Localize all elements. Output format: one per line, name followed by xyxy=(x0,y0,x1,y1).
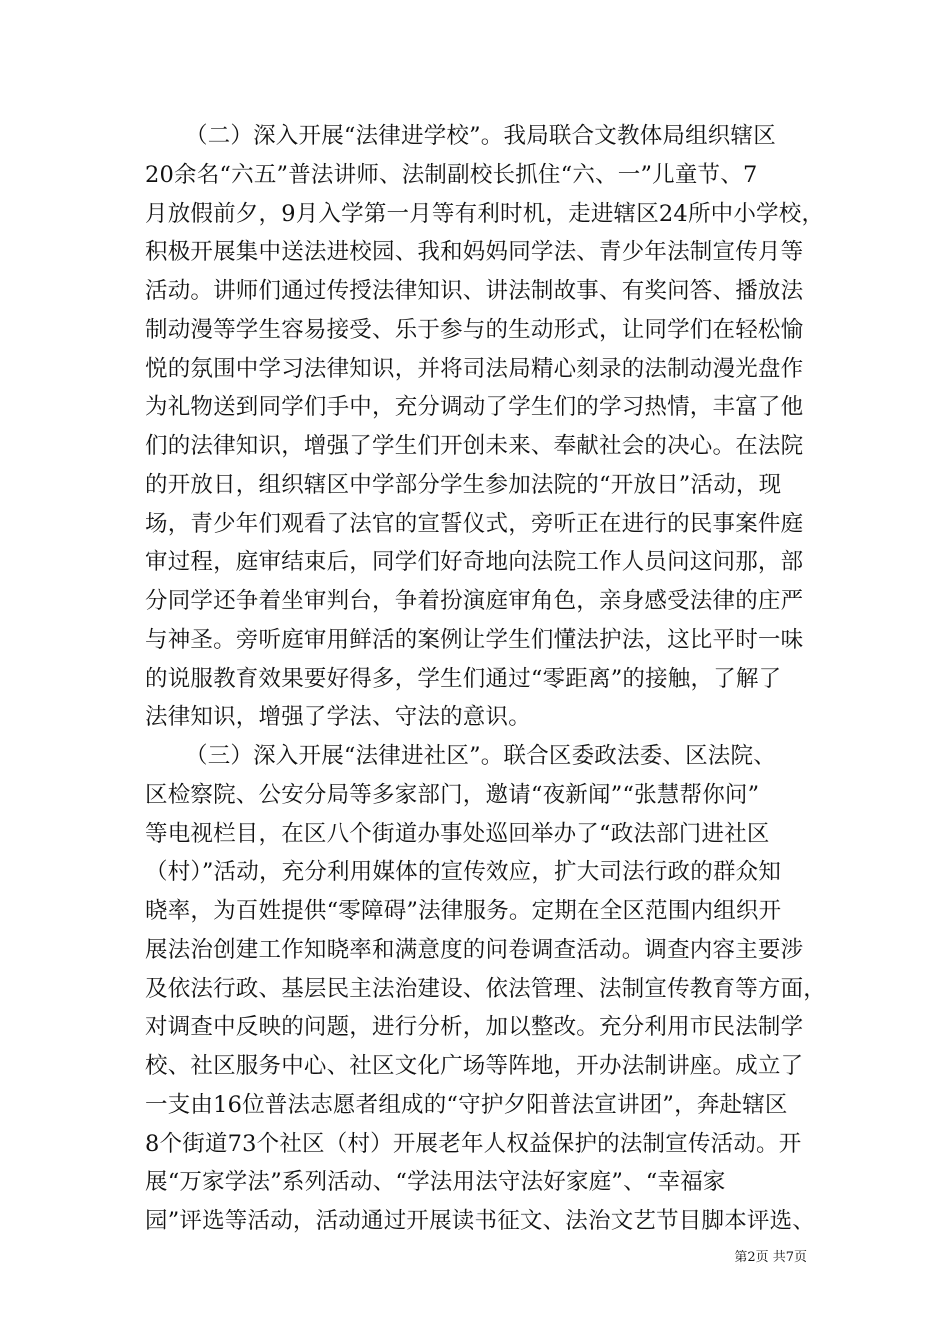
text-line: 的开放日，组织辖区中学部分学生参加法院的“开放日”活动，现 xyxy=(145,471,782,498)
text-line: 晓率，为百姓提供“零障碍”法律服务。定期在全区范围内组织开 xyxy=(145,898,782,924)
page-footer: 第2页 共7页 xyxy=(734,1250,807,1265)
text-line: 制动漫等学生容易接受、乐于参与的生动形式，让同学们在轻松愉 xyxy=(145,316,804,343)
text-line: 一支由16位普法志愿者组成的“守护夕阳普法宣讲团”，奔赴辖区 xyxy=(145,1091,788,1118)
text-line: 活动。讲师们通过传授法律知识、讲法制故事、有奖问答、播放法 xyxy=(145,278,804,304)
text-line: 对调查中反映的问题，进行分析，加以整改。充分利用市民法制学 xyxy=(145,1014,804,1041)
text-line: 审过程，庭审结束后，同学们好奇地向法院工作人员问这问那，部 xyxy=(145,549,804,576)
text-line: 场，青少年们观看了法官的宣誓仪式，旁听正在进行的民事案件庭 xyxy=(145,510,804,537)
text-line: 等电视栏目，在区八个街道办事处巡回举办了“政法部门进社区 xyxy=(145,820,770,847)
text-line: 与神圣。旁听庭审用鲜活的案例让学生们懂法护法，这比平时一味 xyxy=(145,626,804,653)
text-line: （二）深入开展“法律进学校”。我局联合文教体局组织辖区 xyxy=(185,123,776,149)
text-line: 8个街道73个社区（村）开展老年人权益保护的法制宣传活动。开 xyxy=(145,1130,802,1157)
text-line: 20余名“六五”普法讲师、法制副校长抓住“六、一”儿童节、7 xyxy=(145,161,758,188)
text-line: 展法治创建工作知晓率和满意度的问卷调查活动。调查内容主要涉 xyxy=(145,936,804,963)
text-line: 的说服教育效果要好得多，学生们通过“零距离”的接触，了解了 xyxy=(145,665,782,692)
text-line: 区检察院、公安分局等多家部门，邀请“夜新闻”“张慧帮你问” xyxy=(145,781,760,808)
text-line: 们的法律知识，增强了学生们开创未来、奉献社会的决心。在法院 xyxy=(145,433,804,459)
text-line: 悦的氛围中学习法律知识，并将司法局精心刻录的法制动漫光盘作 xyxy=(145,355,804,382)
text-line: 及依法行政、基层民主法治建设、依法管理、法制宣传教育等方面， xyxy=(145,975,827,1002)
text-line: 分同学还争着坐审判台，争着扮演庭审角色，亲身感受法律的庄严 xyxy=(145,588,804,614)
text-line: 展“万家学法”系列活动、“学法用法守法好家庭”、“幸福家 xyxy=(145,1169,726,1196)
text-line: 校、社区服务中心、社区文化广场等阵地，开办法制讲座。成立了 xyxy=(145,1053,804,1079)
text-line: 月放假前夕，9月入学第一月等有利时机，走进辖区24所中小学校， xyxy=(145,200,825,227)
text-line: （三）深入开展“法律进社区”。联合区委政法委、区法院、 xyxy=(185,743,776,769)
text-line: 积极开展集中送法进校园、我和妈妈同学法、青少年法制宣传月等 xyxy=(145,239,804,266)
text-line: 园”评选等活动，活动通过开展读书征文、法治文艺节目脚本评选、 xyxy=(145,1208,816,1234)
text-line: （村）”活动，充分利用媒体的宣传效应，扩大司法行政的群众知 xyxy=(145,859,782,886)
text-line: 为礼物送到同学们手中，充分调动了学生们的学习热情，丰富了他 xyxy=(145,394,804,421)
text-line: 法律知识，增强了学法、守法的意识。 xyxy=(145,704,531,731)
